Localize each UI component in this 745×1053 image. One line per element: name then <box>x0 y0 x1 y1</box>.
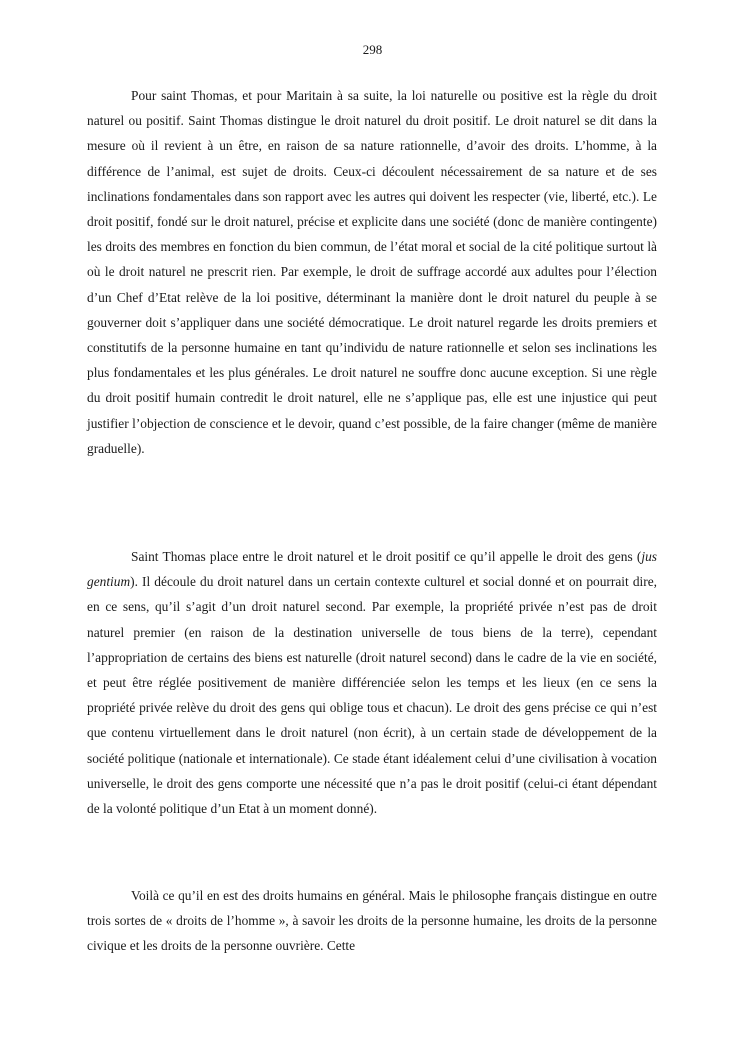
paragraph-1: Pour saint Thomas, et pour Maritain à sa suite, la loi naturelle ou positive est la règle du droit naturel ou positif. Saint Thomas distingue le droit naturel du droit positif. Le droit naturel se dit dans la mesure où il revient à un être, en raison de sa nature rationnelle, d’avoir des droits. L’homme, à la différence de l’animal, est sujet de droits. Ceux-ci découlent nécessairement de sa nature et de ses inclinations fondamentales dans son rapport avec les autres qui doivent les respecter (vie, liberté, etc.). Le droit positif, fondé sur le droit naturel, précise et explicite dans une société (donc de manière contingente) les droits des membres en fonction du bien commun, de l’état moral et social de la cité politique surtout là où le droit naturel ne prescrit rien. Par exemple, le droit de suffrage accordé aux adultes pour l’élection d’un Chef d’Etat relève de la loi positive, déterminant la manière dont le droit naturel du peuple à se gouverner doit s’appliquer dans une société démocratique. Le droit naturel regarde les droits premiers et constitutifs de la personne humaine en tant qu’individu de nature rationnelle et selon ses inclinations les plus fondamentales et les plus générales. Le droit naturel ne souffre donc aucune exception. Si une règle du droit positif humain contredit le droit naturel, elle ne s’applique pas, elle est une injustice qui peut justifier l’objection de conscience et le devoir, quand c’est possible, de la faire changer (même de manière graduelle). <box>87 88 657 456</box>
paragraph-2-text-after: ). Il découle du droit naturel dans un certain contexte culturel et social donné et on pourrait dire, en ce sens, qu’il s’agit d’un droit naturel second. Par exemple, la propriété privée n’est pas de droit naturel premier (en raison de la destination universelle de tous biens de la terre), cependant l’appropriation de certains des biens est naturelle (droit naturel second) dans le cadre de la vie en société, et peut être réglée positivement de manière différenciée selon les temps et les lieux (en ce sens la propriété privée relève du droit des gens qui oblige tous et chacun). Le droit des gens précise ce qui n’est que contenu virtuellement dans le droit naturel (non écrit), à un certain stade de développement de la société politique (nationale et internationale). Ce stade étant idéalement celui d’une civilisation à vocation universelle, le droit des gens comporte une nécessité que n’a pas le droit positif (celui-ci étant dépendant de la volonté politique d’un Etat à un moment donné). <box>87 574 657 817</box>
paragraph-2-text-before: Saint Thomas place entre le droit naturel et le droit positif ce qu’il appelle le droit des gens ( <box>131 549 642 564</box>
paragraph-2 <box>87 544 657 821</box>
paragraph-2-italic-term: jus gentium <box>87 549 657 590</box>
page-number: 298 <box>362 42 383 57</box>
paragraph-3: Voilà ce qu’il en est des droits humains en général. Mais le philosophe français distingue en outre trois sortes de « droits de l’homme », à savoir les droits de la personne humaine, les droits de la personne civique et les droits de la personne ouvrière. Cette <box>87 888 657 954</box>
